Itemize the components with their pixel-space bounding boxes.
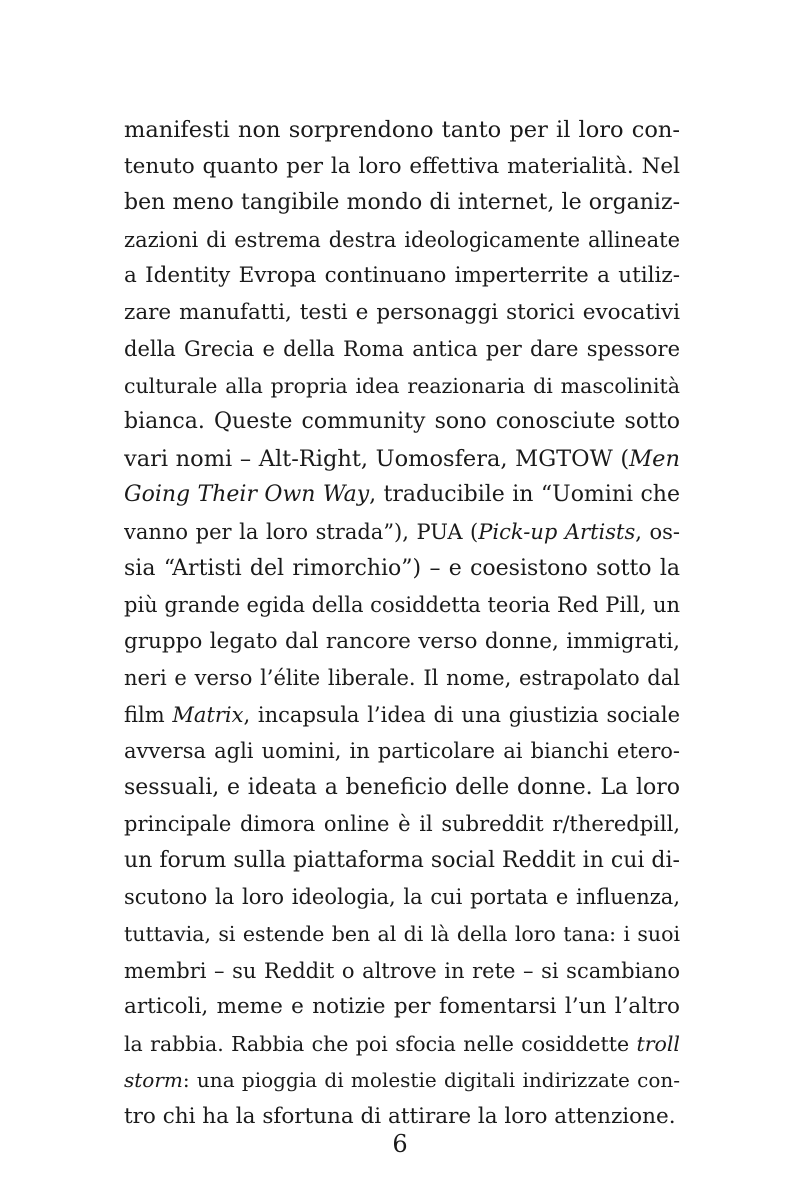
text-line: [124, 1026, 680, 1063]
text-segment: manifesti non sorprendono tanto per il loro con-: [124, 117, 680, 143]
text-segment: membri – su Reddit o altrove in rete – si scambiano: [124, 958, 680, 983]
text-segment: bianca. Queste community sono conosciute sotto: [124, 409, 680, 435]
text-segment: neri e verso l’élite liberale. Il nome, estrapolato dal: [124, 666, 680, 691]
text-line: [124, 916, 680, 953]
text-line: [124, 697, 680, 734]
text-line: [124, 112, 680, 149]
text-segment: , traducibile in “Uomini che: [369, 482, 680, 508]
text-segment: , incapsula l’idea di una giustizia sociale: [243, 702, 680, 727]
text-line: [124, 222, 680, 259]
text-line: [124, 368, 680, 405]
text-segment: tro chi ha la sfortuna di attirare la loro attenzione.: [124, 1103, 676, 1129]
text-segment: vanno per la loro strada”), PUA (: [124, 520, 479, 545]
text-segment: la rabbia. Rabbia che poi sfocia nelle cosiddette: [124, 1031, 637, 1056]
text-segment: film: [124, 702, 173, 727]
text-segment: sessuali, e ideata a beneficio delle donne. La loro: [124, 774, 680, 800]
italic-text: Going Their Own Way: [124, 482, 370, 508]
text-line: [124, 258, 680, 295]
text-line: [124, 806, 680, 843]
text-line: [124, 587, 680, 624]
italic-text: Men: [629, 445, 680, 472]
text-segment: , os-: [635, 520, 680, 545]
text-line: [124, 624, 680, 661]
text-segment: principale dimora online è il subreddit r/theredpill,: [124, 812, 680, 837]
body-paragraph: [124, 112, 680, 1135]
text-line: [124, 295, 680, 332]
text-segment: tuttavia, si estende ben al di là della loro tana: i suoi: [124, 922, 680, 947]
text-segment: zare manufatti, testi e personaggi storici evocativi: [124, 299, 680, 325]
text-line: [124, 989, 680, 1026]
text-line: [124, 477, 680, 514]
text-segment: scutono la loro ideologia, la cui portata e influenza,: [124, 885, 680, 910]
text-segment: vari nomi – Alt-Right, Uomosfera, MGTOW (: [124, 445, 630, 472]
text-line: [124, 404, 680, 441]
text-segment: culturale alla propria idea reazionaria di mascolinità: [124, 373, 680, 398]
text-segment: sia “Artisti del rimorchio”) – e coesistono sotto la: [124, 555, 680, 581]
text-segment: gruppo legato dal rancore verso donne, immigrati,: [124, 628, 680, 654]
text-line: [124, 441, 680, 478]
italic-text: storm: [124, 1068, 183, 1093]
text-line: [124, 185, 680, 222]
text-line: [124, 733, 680, 770]
text-line: [124, 514, 680, 551]
text-segment: a Identity Evropa continuano imperterrite a utiliz-: [124, 263, 680, 289]
text-segment: più grande egida della cosiddetta teoria Red Pill, un: [124, 593, 680, 618]
text-line: [124, 770, 680, 807]
text-segment: articoli, meme e notizie per fomentarsi l’un l’altro: [124, 994, 680, 1020]
text-segment: della Grecia e della Roma antica per dare spessore: [124, 337, 680, 362]
italic-text: Pick-up Artists: [478, 520, 636, 545]
text-segment: tenuto quanto per la loro effettiva materialità. Nel: [124, 153, 680, 179]
text-line: [124, 660, 680, 697]
text-segment: avversa agli uomini, in particolare ai bianchi etero-: [124, 739, 680, 764]
italic-text: troll: [636, 1031, 680, 1056]
text-line: [124, 149, 680, 186]
text-segment: : una pioggia di molestie digitali indirizzate con-: [182, 1068, 680, 1093]
text-line: [124, 331, 680, 368]
text-segment: un forum sulla piattaforma social Reddit in cui di-: [124, 847, 680, 873]
page-number: 6: [392, 1130, 408, 1158]
text-line: [124, 1062, 680, 1099]
text-line: [124, 879, 680, 916]
text-line: [124, 953, 680, 990]
text-line: [124, 551, 680, 588]
text-segment: zazioni di estrema destra ideologicamente allineate: [124, 227, 680, 252]
text-segment: ben meno tangibile mondo di internet, le organiz-: [124, 190, 680, 216]
italic-text: Matrix: [172, 702, 244, 727]
text-line: [124, 843, 680, 880]
